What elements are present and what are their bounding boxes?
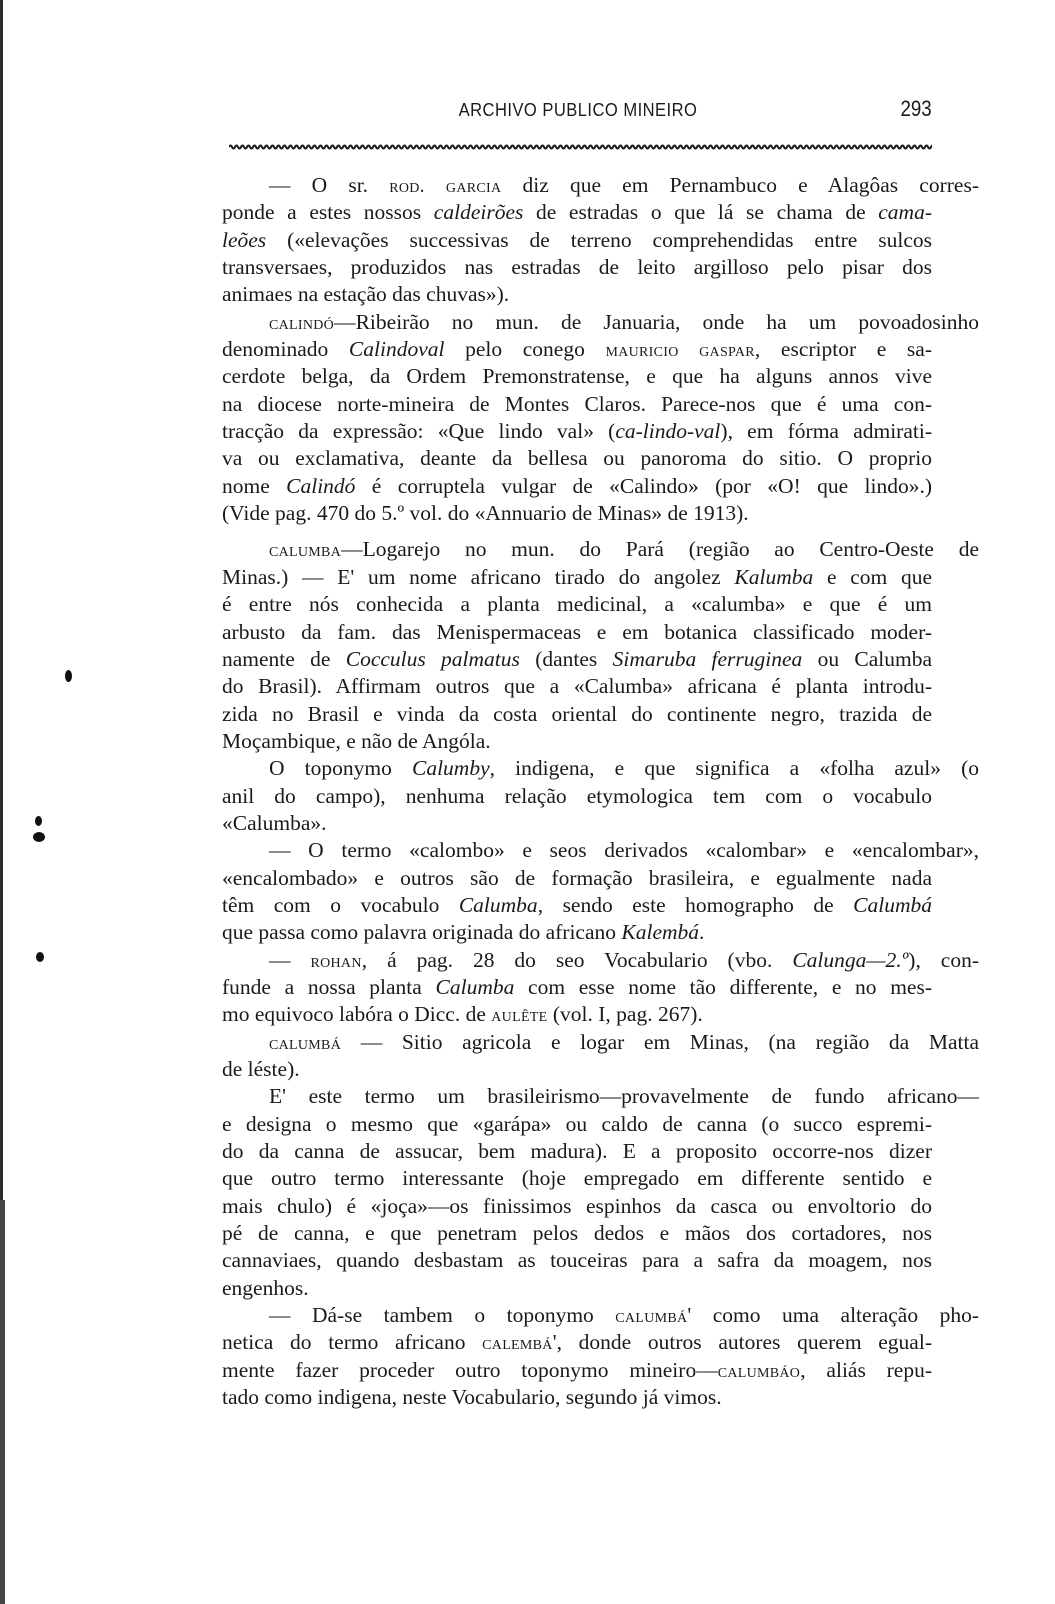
text-run: têm com o vocabulo [222, 892, 459, 917]
text-line [222, 1247, 932, 1274]
text-line [222, 919, 932, 946]
text-line [222, 254, 932, 281]
text-line [222, 1329, 932, 1356]
text-line [222, 1275, 932, 1302]
text-run: animaes na estação das chuvas»). [222, 282, 510, 307]
text-run: va ou exclamativa, deante da bellesa ou panoroma do sitio. O proprio [222, 446, 932, 471]
text-run: namente de [222, 646, 346, 671]
text-run: E' este termo um brasileirismo—provavelmente de fundo africano— [269, 1084, 979, 1109]
text-run: . [699, 920, 705, 945]
text-run: pelo conego [444, 337, 606, 362]
text-run: ou Calumba [802, 646, 933, 671]
text-run: transversaes, produzidos nas estradas de leito argilloso pelo pisar dos [222, 255, 932, 280]
text-line [222, 728, 932, 755]
text-line [222, 1357, 932, 1384]
italic-term: Simaruba ferruginea [612, 646, 803, 671]
italic-term: Kalumba [734, 564, 814, 589]
text-run: Moçambique, e não de Angóla. [222, 728, 491, 753]
text-run: funde a nossa planta [222, 974, 436, 999]
italic-term: Calumba [435, 974, 515, 999]
text-run: — [269, 947, 311, 972]
small-caps-name: calumbá [269, 1031, 342, 1054]
text-run: (dantes [519, 646, 613, 671]
text-run: , á pag. 28 do seo Vocabulario (vbo. [361, 947, 793, 972]
italic-term: ca-lindo-val [615, 419, 721, 444]
page-binding-shadow [0, 1200, 5, 1604]
text-run: mo equivoco labóra o Dicc. de [222, 1002, 492, 1027]
text-run: com esse nome tão differente, e no mes- [514, 974, 932, 999]
text-run: , escriptor e sa- [754, 337, 932, 362]
text-line [222, 500, 932, 527]
italic-term: Calunga—2.º [792, 947, 909, 972]
header-ornamental-rule [229, 144, 932, 150]
text-run: netica do termo africano [222, 1330, 483, 1355]
paragraph [222, 1083, 979, 1302]
text-line [222, 418, 932, 445]
text-run: anil do campo), nenhuma relação etymologica tem com o vocabulo [222, 783, 932, 808]
text-line [222, 227, 932, 254]
text-run: cerdote belga, da Ordem Premonstratense, e que ha alguns annos vive [222, 364, 932, 389]
text-run: de léste). [222, 1057, 300, 1081]
text-line [222, 199, 932, 226]
page-number: 293 [900, 96, 932, 121]
text-run: tracção da expressão: «Que lindo val» ( [222, 419, 616, 444]
text-run: (Vide pag. 470 do 5.º vol. do «Annuario de Minas» de 1913). [222, 501, 749, 526]
text-run: O toponymo [269, 756, 412, 781]
text-run: Minas.) — E' um nome africano tirado do angolez [222, 564, 735, 589]
paragraph [222, 837, 979, 946]
text-line [222, 810, 932, 837]
text-line [222, 619, 932, 646]
text-run: , indigena, e que significa a «folha azul» (o [489, 756, 979, 781]
text-run: ), em fórma admirati- [720, 419, 932, 444]
text-line [222, 947, 979, 974]
text-line [222, 673, 932, 700]
text-line [222, 783, 932, 810]
text-run: e designa o mesmo que «garápa» ou caldo de canna (o succo espremi- [222, 1111, 932, 1136]
text-line [222, 445, 932, 472]
text-line [222, 1193, 932, 1220]
text-line [222, 1111, 932, 1138]
text-run: diz que em Pernambuco e Alagôas corres- [501, 173, 979, 197]
paragraph [222, 755, 979, 837]
text-line [222, 536, 979, 563]
text-line [222, 974, 932, 1001]
italic-term: Calumba [458, 892, 538, 917]
small-caps-name: calumbáo [717, 1359, 801, 1382]
text-run: (vol. I, pag. 267). [547, 1002, 703, 1027]
text-line [222, 1165, 932, 1192]
text-run: nome [222, 473, 287, 498]
small-caps-name: calumbá [615, 1305, 688, 1328]
paragraph [222, 947, 979, 1029]
text-run: ), con- [908, 947, 979, 972]
text-line [222, 1384, 932, 1411]
text-run: ' como uma alteração pho- [687, 1303, 980, 1328]
text-line [222, 837, 979, 864]
text-run: «encalombado» e outros são de formação brasileira, e egualmente nada [222, 865, 932, 890]
text-run: «Calumba». [222, 810, 327, 835]
text-line [222, 281, 932, 308]
text-run: engenhos. [222, 1275, 309, 1300]
text-line [222, 1302, 979, 1329]
text-line [222, 646, 932, 673]
paragraph-gap [222, 527, 932, 536]
text-run: e com que [813, 564, 933, 589]
text-run: , sendo este homographo de [537, 892, 854, 917]
running-title: ARCHIVO PUBLICO MINEIRO [458, 100, 698, 120]
text-run: do Brasil). Affirmam outros que a «Calumba» africana é planta introdu- [222, 674, 932, 699]
text-run: tado como indigena, neste Vocabulario, segundo já vimos. [222, 1385, 722, 1410]
text-run: («elevações successivas de terreno comprehendidas entre sulcos [266, 227, 932, 252]
paragraph [222, 1029, 979, 1084]
scan-speck [35, 816, 42, 826]
text-run: é entre nós conhecida a planta medicinal, a «calumba» e que é um [222, 592, 932, 617]
italic-term: Calumbá [853, 892, 932, 917]
text-line [222, 701, 932, 728]
text-run: pé de canna, e que penetram pelos dedos e mãos dos cortadores, nos [222, 1221, 932, 1246]
text-run: zida no Brasil e vinda da costa oriental do continente negro, trazida de [222, 701, 932, 726]
text-run: que passa como palavra originada do africano [222, 920, 622, 945]
text-run: — Dá-se tambem o toponymo [269, 1303, 616, 1328]
text-line [222, 1138, 932, 1165]
italic-term: Calindó [286, 473, 356, 498]
italic-term: Cocculus palmatus [345, 646, 520, 671]
text-line [222, 363, 932, 390]
italic-term: leões [222, 227, 267, 252]
text-line [222, 1001, 932, 1028]
paragraph [222, 172, 979, 309]
small-caps-name: calindó [269, 311, 335, 334]
small-caps-name: calembá [482, 1332, 553, 1355]
text-run: mente fazer proceder outro toponymo mineiro— [222, 1357, 718, 1382]
text-run: cannaviaes, quando desbastam as touceiras para a safra da moagem, nos [222, 1248, 932, 1273]
small-caps-name: rohan [310, 949, 362, 972]
text-run: ', donde outros autores querem egual- [552, 1330, 932, 1355]
body-text [222, 172, 980, 1411]
small-caps-name: mauricio gaspar [605, 339, 755, 362]
text-run: na diocese norte-mineira de Montes Claros. Parece-nos que é uma con- [222, 391, 932, 416]
scan-speck [65, 670, 72, 682]
italic-term: Calindoval [348, 337, 445, 362]
text-line [222, 309, 979, 336]
scan-speck [36, 952, 44, 962]
paragraph [222, 309, 979, 528]
text-line [222, 591, 932, 618]
text-run: — Sitio agricola e logar em Minas, (na região da Matta [341, 1029, 979, 1054]
text-run: é corruptela vulgar de «Calindo» (por «O! que lindo».) [355, 473, 932, 498]
text-run: denominado [222, 337, 349, 362]
italic-term: cama- [878, 200, 932, 225]
text-line [222, 865, 932, 892]
text-line [222, 1056, 932, 1083]
text-run: que outro termo interessante (hoje empregado em differente sentido e [222, 1166, 932, 1191]
paragraph [222, 536, 979, 755]
text-run: mais chulo) é «joça»—os finissimos espinhos da casca ou envoltorio do [222, 1193, 932, 1218]
small-caps-name: aulête [491, 1004, 548, 1027]
text-run: de estradas o que lá se chama de [523, 200, 879, 225]
text-run: —Ribeirão no mun. de Januaria, onde ha um povoadosinho [334, 309, 979, 334]
text-run: — O termo «calombo» e seos derivados «calombar» e «encalombar», [269, 838, 979, 863]
scan-speck [33, 832, 45, 842]
text-line [222, 892, 932, 919]
text-line [222, 1083, 979, 1110]
text-line [222, 1220, 932, 1247]
text-run: ponde a estes nossos [222, 200, 434, 225]
text-run: —Logarejo no mun. do Pará (região ao Centro-Oeste de [341, 537, 979, 562]
text-line [222, 755, 979, 782]
text-run: , aliás repu- [800, 1357, 932, 1382]
text-line [222, 336, 932, 363]
small-caps-name: calumba [269, 539, 342, 562]
text-run: — O sr. [269, 173, 390, 197]
text-line [222, 473, 932, 500]
text-line [222, 172, 979, 199]
text-run: arbusto da fam. das Menispermaceas e em botanica classificado moder- [222, 619, 932, 644]
text-line [222, 1029, 979, 1056]
text-line [222, 391, 932, 418]
page-header [222, 96, 934, 130]
italic-term: Kalembá [621, 920, 700, 945]
paragraph [222, 1302, 980, 1411]
italic-term: caldeirões [433, 200, 524, 225]
wavy-rule-icon [229, 144, 932, 150]
italic-term: Calumby [411, 756, 490, 781]
text-line [222, 564, 932, 591]
small-caps-name: rod. garcia [389, 175, 502, 197]
text-run: do da canna de assucar, bem madura). E a proposito occorre-nos dizer [222, 1139, 932, 1164]
